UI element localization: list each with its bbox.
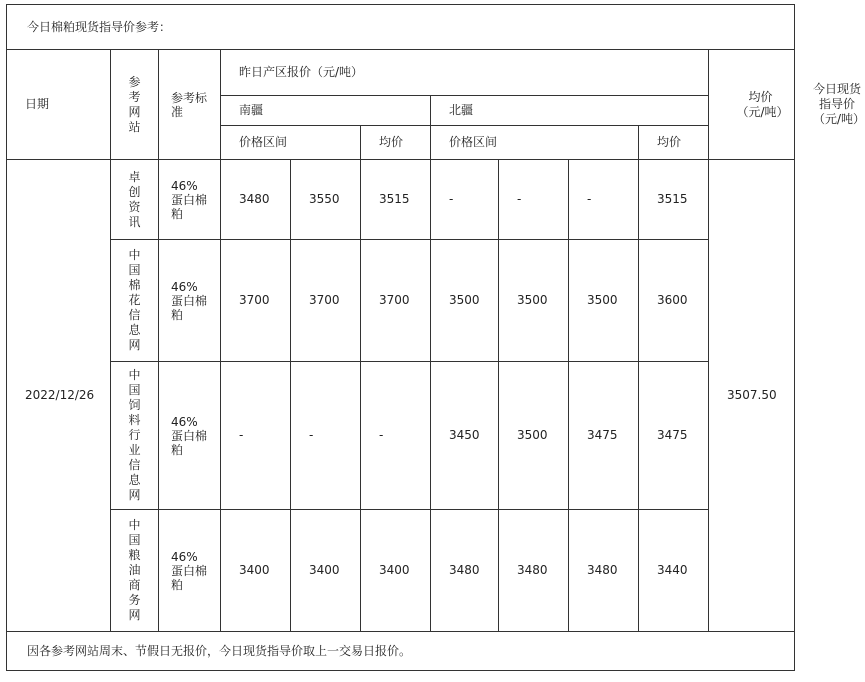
beijiang-avg-cell: 3480	[569, 510, 639, 632]
header-nanjiang-avg: 均价	[361, 126, 431, 160]
beijiang-high-cell: 3500	[499, 362, 569, 510]
nanjiang-low-cell: 3480	[221, 160, 291, 240]
nanjiang-avg-cell: 3400	[361, 510, 431, 632]
standard-cell: 46%蛋白棉粕	[159, 510, 221, 632]
avg-price-cell: 3475	[639, 362, 709, 510]
header-standard: 参考标准	[159, 50, 221, 160]
beijiang-low-cell: 3480	[431, 510, 499, 632]
header-beijiang: 北疆	[431, 96, 709, 126]
beijiang-high-cell: -	[499, 160, 569, 240]
standard-cell: 46%蛋白棉粕	[159, 240, 221, 362]
nanjiang-high-cell: -	[291, 362, 361, 510]
beijiang-avg-cell: 3475	[569, 362, 639, 510]
beijiang-low-cell: 3500	[431, 240, 499, 362]
nanjiang-avg-cell: 3700	[361, 240, 431, 362]
beijiang-avg-cell: 3500	[569, 240, 639, 362]
nanjiang-high-cell: 3700	[291, 240, 361, 362]
beijiang-low-cell: 3450	[431, 362, 499, 510]
beijiang-high-cell: 3500	[499, 240, 569, 362]
nanjiang-low-cell: 3400	[221, 510, 291, 632]
header-nanjiang: 南疆	[221, 96, 431, 126]
price-table: 今日棉粕现货指导价参考： 日期 参考网站 参考标准 昨日产区报价（元/吨） 均价（元/吨） 今日现货指导价（元/吨） 南疆 北疆 价格区间 均价 价格区间 均价 2022/12/26 卓创资讯 46%蛋白棉粕 3480 3550 3515 - - - 3515 3507.50 中国棉花信息网 46%蛋白棉粕 3700 3700 3700 3500 3500 3500 3600 中国饲料行业信息网 46%蛋白棉粕 - - - 3450 3500 3475 3475 中国粮油商务网 46%蛋白棉粕 3400 3400 3400 3480 3480 3480 3440 因各参考网站周末、节假日无报价，今日现货指导价取上一交易日报价。	[6, 4, 795, 671]
table-row	[7, 160, 795, 240]
source-cell: 卓创资讯	[111, 160, 159, 240]
nanjiang-low-cell: -	[221, 362, 291, 510]
header-beijiang-range: 价格区间	[431, 126, 639, 160]
table-row	[7, 362, 795, 510]
table-title: 今日棉粕现货指导价参考：	[7, 5, 795, 50]
table-row	[7, 240, 795, 362]
nanjiang-high-cell: 3400	[291, 510, 361, 632]
nanjiang-avg-cell: -	[361, 362, 431, 510]
source-cell: 中国饲料行业信息网	[111, 362, 159, 510]
beijiang-low-cell: -	[431, 160, 499, 240]
beijiang-high-cell: 3480	[499, 510, 569, 632]
beijiang-avg-cell: -	[569, 160, 639, 240]
source-cell: 中国粮油商务网	[111, 510, 159, 632]
avg-price-cell: 3440	[639, 510, 709, 632]
header-avg-price: 均价（元/吨）	[709, 50, 795, 160]
header-date: 日期	[7, 50, 111, 160]
header-source: 参考网站	[111, 50, 159, 160]
nanjiang-avg-cell: 3515	[361, 160, 431, 240]
standard-cell: 46%蛋白棉粕	[159, 362, 221, 510]
avg-price-cell: 3515	[639, 160, 709, 240]
table-row	[7, 510, 795, 632]
avg-price-cell: 3600	[639, 240, 709, 362]
standard-cell: 46%蛋白棉粕	[159, 160, 221, 240]
nanjiang-high-cell: 3550	[291, 160, 361, 240]
today-price-cell: 3507.50	[709, 160, 795, 632]
nanjiang-low-cell: 3700	[221, 240, 291, 362]
header-nanjiang-range: 价格区间	[221, 126, 361, 160]
header-beijiang-avg: 均价	[639, 126, 709, 160]
date-cell: 2022/12/26	[7, 160, 111, 632]
source-cell: 中国棉花信息网	[111, 240, 159, 362]
footnote: 因各参考网站周末、节假日无报价，今日现货指导价取上一交易日报价。	[7, 632, 795, 671]
header-yesterday-quote: 昨日产区报价（元/吨）	[221, 50, 709, 96]
